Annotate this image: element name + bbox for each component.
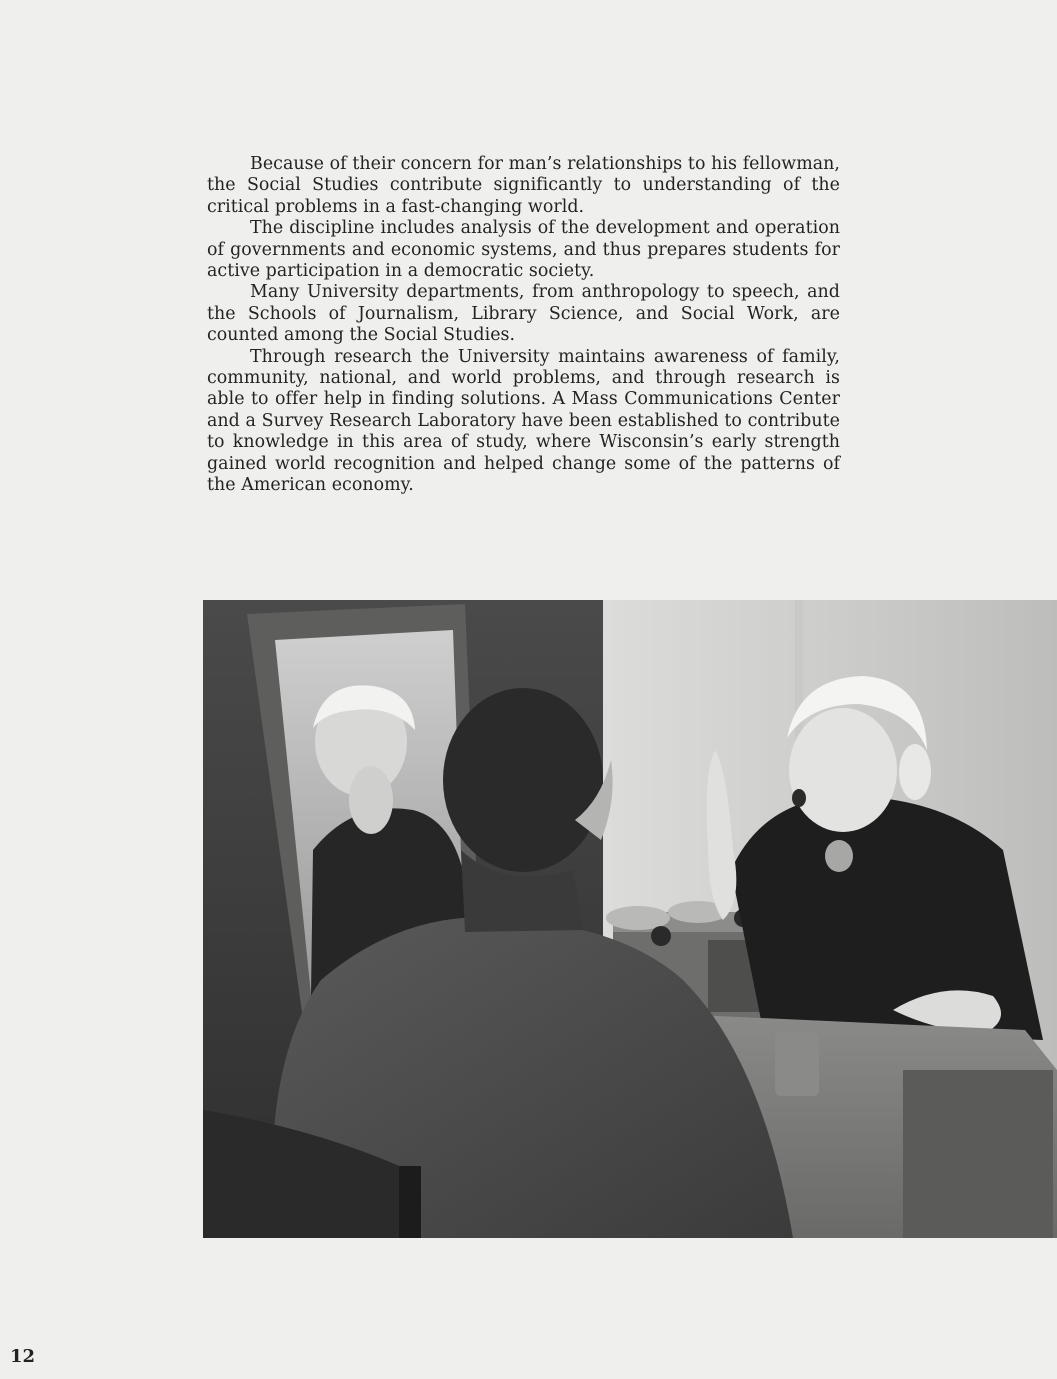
paragraph-3: Many University departments, from anthropology to speech, and the Schools of Journalism, Library Science, and Social Work, are counted among the Social Studies.: [207, 282, 840, 346]
paragraph-2: The discipline includes analysis of the development and operation of governments and economic systems, and thus prepares students for active participation in a democratic society.: [207, 218, 840, 282]
paragraph-1: Because of their concern for man’s relationships to his fellowman, the Social Studies contribute significantly to understanding of the critical problems in a fast-changing world.: [207, 154, 840, 217]
page-number: 12: [10, 1346, 36, 1367]
body-text: [207, 154, 840, 497]
photo-illustration: [203, 600, 1057, 1238]
speech-practice-photo: [203, 600, 1057, 1238]
paragraph-4: Through research the University maintains awareness of family, community, national, and world problems, and through research is able to offer help in finding solutions. A Mass Communications Center and a Survey Research Laboratory have been established to contribute to knowledge in this area of study, where Wisconsin’s early strength gained world recognition and helped change some of the patterns of the American economy.: [207, 346, 840, 496]
